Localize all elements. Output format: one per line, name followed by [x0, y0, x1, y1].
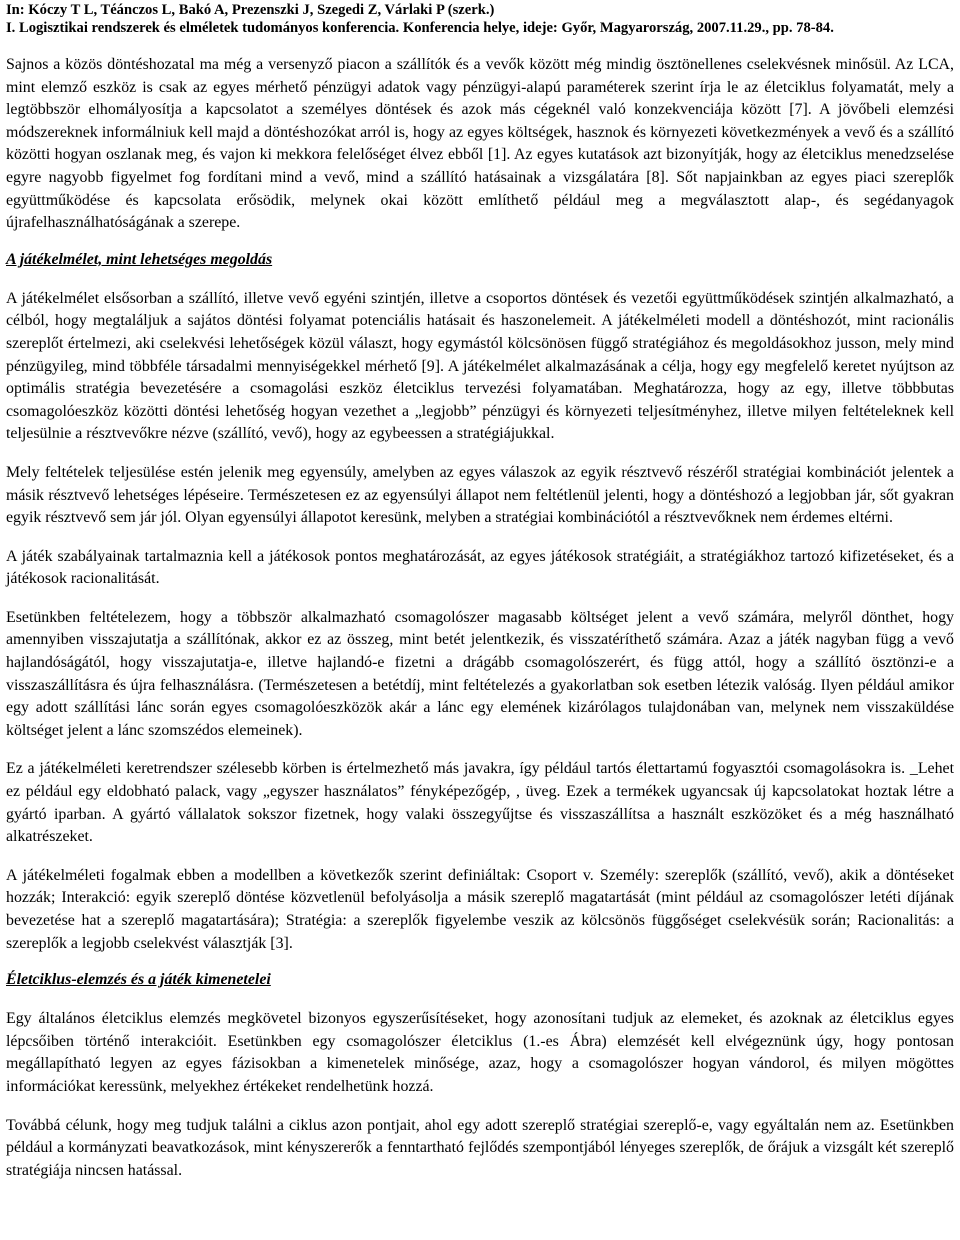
paragraph: Mely feltételek teljesülése estén jelenik meg egyensúly, amelyben az egyes válaszok az egyik résztvevő részéről stratégiai kombinációt jelentek a másik résztvevő lehetséges lépéseire. Természetesen ez az egyensúlyi állapot nem feltétlenül jelenti, hogy a döntéshozó a legjobban jár, sőt gyakran egyik résztvevő sem jár jól. Olyan egyensúlyi állapotot keresünk, melyben a stratégiai kombinációtól a résztvevőknek nem érdemes eltérni. [6, 463, 954, 527]
citation-conference: I. Logisztikai rendszerek és elméletek tudományos konferencia. Konferencia helye, ideje: Győr, Magyarország, 2007.11.29., pp. 78-84. [6, 20, 834, 36]
paragraph: Egy általános életciklus elemzés megkövetel bizonyos egyszerűsítéseket, hogy azonosítani tudjuk az elemeket, és azoknak az életciklus egyes lépcsőiben történő interakcióit. Esetünkben egy csomagolószer életciklus (1.-es Ábra) elemzését kell elvégeznünk úgy, hogy pontosan megállapítható legyen az egyes fázisokban a kimenetelek minősége, azaz, hogy a csomagolószer hogyan vándorol, és milyen mögöttes információkat keressünk, melyekhez értékeket rendelhetünk hozzá. [6, 1010, 954, 1095]
section-heading: A játékelmélet, mint lehetséges megoldás [6, 250, 273, 268]
document-page [6, 0, 954, 1182]
paragraph: A játékelmélet elsősorban a szállító, illetve vevő egyéni szintjén, illetve a csoportos döntések és vezetői együttműködések szintjén alkalmazható, a célból, hogy megtaláljuk a sajátos döntési folyamat potenciális hatásait és haszonelemeit. A játékelméleti modell a döntéshozót, mint racionális szereplőt értelmezi, aki cselekvési lehetőségek közül választ, hogy egymástól kölcsönösen függő stratégiához és megoldásokhoz jusson, mely mind pénzügyileg, mind többféle társadalmi mennyiségekkel mérhető [9]. A játékelmélet alkalmazásának a célja, hogy egy megfelelő keretet nyújtson az optimális stratégia bevezetésére a csomagolási eszköz életciklus tervezési folyamatában. Meghatározza, hogy az egy, illetve többbutas csomagolóeszköz közötti döntési lehetőség hogyan vezethet a „legjobb” pénzügyi és környezeti teljesítményhez, illetve milyen feltételeknek kell teljesülnie a résztvevőkre nézve (szállító, vevő), hogy az egybeessen a stratégiájukkal. [6, 289, 954, 443]
paragraph: Sajnos a közös döntéshozatal ma még a versenyző piacon a szállítók és a vevők között még mindig ösztönellenes cselekvésnek minősül. Az LCA, mint elemző eszköz is csak az egyes mérhető pénzügyi adatok vagy pénzügyi-alapú paraméterek szerint írja le az életciklus folyamatát, mely a legtöbbször elhomályosítja a kapcsolatot a személyes döntések és azok más cégeknél való konzekvenciája között [7]. A jövőbeli elemzési módszereknek informálniuk kell majd a döntéshozókat arról is, hogy az egyes költségek, hasznok és környezeti következmények a vevő és a szállító közötti hogyan oszlanak meg, és vajon ki mekkora felelőséget élvez ebből [1]. Az egyes kutatások azt bizonyítják, hogy az életciklus menedzselése egyre nagyobb figyelmet fog fordítani mind a vevő, mind a szállító hatásainak a vizsgálatára [8]. Sőt napjainkban az egyes piaci szereplők együttműködése és kapcsolata erősödik, melynek okai között említhető például meg a megválasztott alap-, és segédanyagok újrafelhasználhatóságának a szerepe. [6, 56, 954, 232]
section-heading: Életciklus-elemzés és a játék kimenetelei [6, 971, 271, 989]
paragraph: Ez a játékelméleti keretrendszer szélesebb körben is értelmezhető más javakra, így például tartós élettartamú fogyasztói csomagolásokra is. _Lehet ez például egy eldobható palack, vagy „egyszer használatos” fényképezőgép, , üveg. Ezek a termékek ugyancsak új kapcsolatokat hoztak létre a gyártó iparban. A gyártó vállalatok sokszor fizetnek, hogy valaki összegyűjtse és visszaszállítsa a használt eszközöket és a még használható alkatrészeket. [6, 760, 954, 846]
citation-authors: In: Kóczy T L, Téánczos L, Bakó A, Prezenszki J, Szegedi Z, Várlaki P (szerk.) [6, 2, 495, 18]
paragraph: Továbbá célunk, hogy meg tudjuk találni a ciklus azon pontjait, ahol egy adott szereplő stratégiai szereplő-e, vagy egyáltalán nem az. Esetünkben például a kormányzati beavatkozások, mint kényszererők a fenntartható fejlődés szempontjából lényeges szereplők, de őrájuk a vizsgált két szereplő stratégiája nincsen hatással. [6, 1116, 954, 1179]
paragraph: A játékelméleti fogalmak ebben a modellben a következők szerint definiáltak: Csoport v. Személy: szereplők (szállító, vevő), akik a döntéseket hozzák; Interakció: egyik szereplő döntése közvetlenül befolyásolja a másik szereplő magatartását (mint például az csomagolószer letéti díjának bevezetése hat a szereplő magatartására); Stratégia: a szereplők figyelembe veszik az kölcsönös függőséget cselekvésük során; Racionalitás: a szereplők a legjobb cselekvést választják [3]. [6, 866, 954, 952]
paragraph: A játék szabályainak tartalmaznia kell a játékosok pontos meghatározását, az egyes játékosok stratégiáit, a stratégiákhoz tartozó kifizetéseket, és a játékosok racionalitását. [6, 547, 954, 588]
paragraph: Esetünkben feltételezem, hogy a többször alkalmazható csomagolószer magasabb költséget jelent a vevő számára, melyről dönthet, hogy amennyiben visszajutatja a szállítónak, akkor ez az összeg, mint betét jelentkezik, és visszatéríthető számára. Azaz a játék nagyban függ a vevő hajlandóságától, hogy visszajutatja-e, illetve hajlandó-e fizetni a drágább csomagolószerért, és függ attól, hogy a szállító ösztönzi-e a visszaszállításra és újra felhasználásra. (Természetesen a betétdíj, mint feltételezés a gyakorlatban sok esetben létezik valóság. Ilyen például amikor egy adott szállítási lánc során egyes csomagolóeszközök akár a lánc egy elemének kizárólagos tulajdonában van, melynek nem visszaküldése költséget jelent a lánc szomszédos elemeinek). [6, 608, 954, 739]
citation-header [6, 1, 954, 37]
